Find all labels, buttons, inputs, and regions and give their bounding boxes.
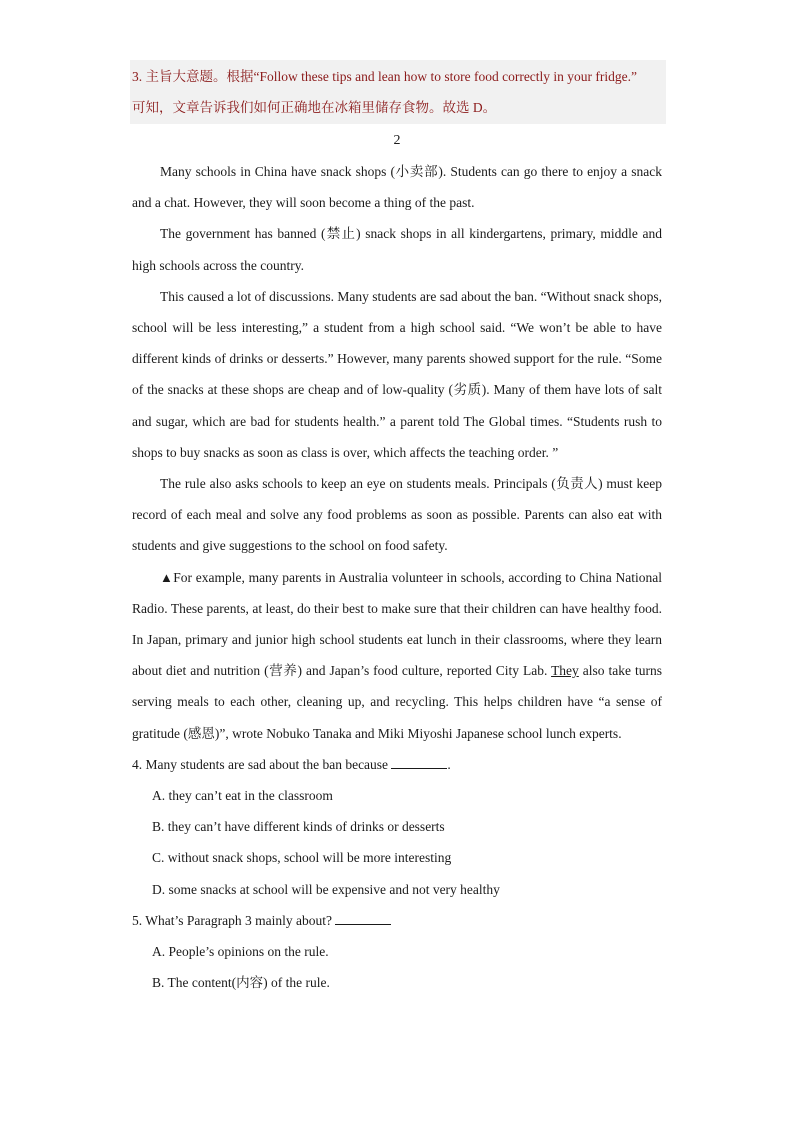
question-4-stem-end: . — [447, 756, 451, 772]
question-4-option-c: C. without snack shops, school will be more interesting — [152, 850, 452, 866]
passage-paragraph-3: This caused a lot of discussions. Many students are sad about the ban. “Without snack shops, school will be less interesting,” a student from a high school said. “We won’t be able to have different kinds of drinks or desserts.” However, many parents showed support for the rule. “Some of the snacks at these shops are cheap and of low-quality (劣质). Many of them have lots of salt and sugar, which are bad for students health.” a parent told The Global times. “Students rush to shops to buy snacks as soon as class is over, which affects the teaching order. ” — [132, 288, 662, 460]
question-4-stem: 4. Many students are sad about the ban because — [132, 756, 389, 772]
passage-paragraph-1: Many schools in China have snack shops (小卖部). Students can go there to enjoy a snack and a chat. However, they will soon become a thing of the past. — [132, 164, 662, 211]
question-4-option-a: A. they can’t eat in the classroom — [152, 788, 333, 804]
question-5-option-b: B. The content(内容) of the rule. — [152, 975, 330, 991]
passage-paragraph-4: The rule also asks schools to keep an eye on students meals. Principals (负责人) must keep record of each meal and solve any food problems as soon as possible. Parents can also eat with students and give suggestions to the school on food safety. — [132, 476, 662, 554]
answer-blank — [391, 756, 447, 769]
paragraph-5-text-b: also take turns serving meals to each other, cleaning up, and recycling. This helps children have “a sense of gratitude (感恩)”, wrote Nobuko Tanaka and Miki Miyoshi Japanese school lunch experts. — [132, 663, 662, 741]
answer-blank — [335, 912, 391, 925]
answer-line-1: 3. 主旨大意题。根据“Follow these tips and lean how to store food correctly in your fridge.” — [132, 69, 638, 84]
question-4-option-b: B. they can’t have different kinds of drinks or desserts — [152, 819, 445, 835]
passage-paragraph-5 — [132, 562, 662, 749]
triangle-marker-icon: ▲ — [160, 569, 174, 585]
question-5 — [132, 905, 662, 936]
question-4-option-d: D. some snacks at school will be expensive and not very healthy — [152, 881, 500, 897]
question-4 — [132, 749, 662, 780]
passage-paragraph-2: The government has banned (禁止) snack shops in all kindergartens, primary, middle and high schools across the country. — [132, 226, 662, 273]
underlined-word-they: They — [551, 663, 579, 679]
question-5-option-a: A. People’s opinions on the rule. — [152, 944, 329, 960]
section-number: 2 — [393, 133, 401, 148]
question-5-stem: 5. What’s Paragraph 3 mainly about? — [132, 912, 332, 928]
answer-explanation-box — [130, 60, 666, 124]
answer-line-2: 可知，文章告诉我们如何正确地在冰箱里储存食物。故选 D。 — [132, 100, 497, 115]
document-page — [132, 60, 662, 998]
paragraph-5-text-a: For example, many parents in Australia volunteer in schools, according to China National Radio. These parents, at least, do their best to make sure that their children can have healthy food. In Japan, primary and junior high school students eat lunch in their classrooms, where they learn about diet and nutrition (营养) and Japan’s food culture, reported City Lab. — [132, 569, 662, 679]
